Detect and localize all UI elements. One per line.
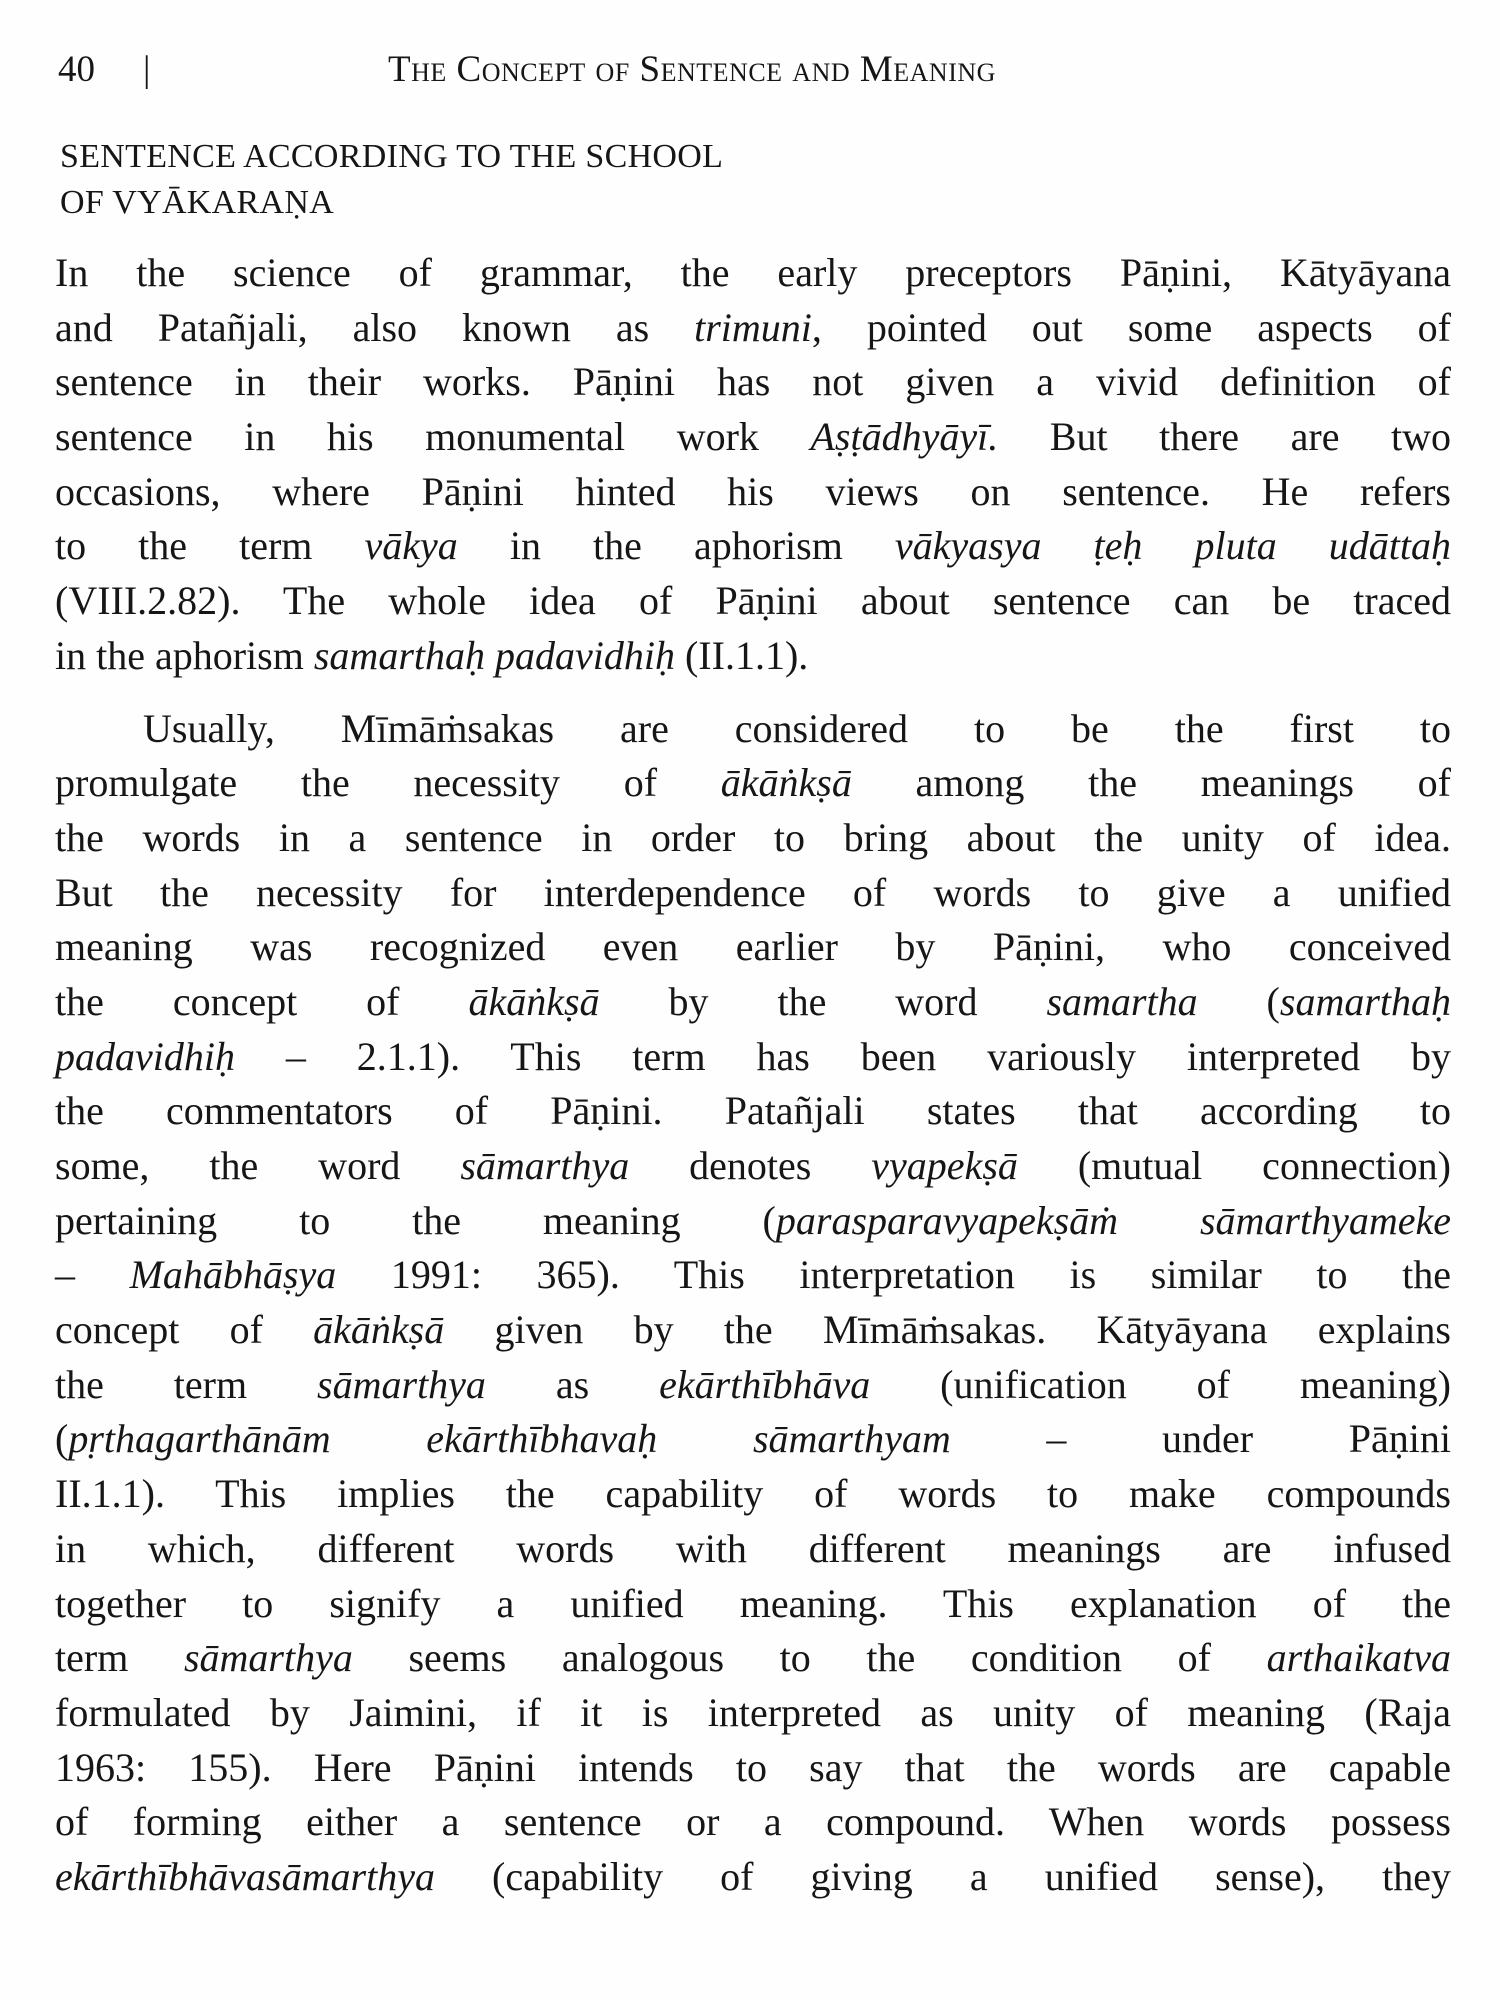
- italic-term: padavidhiḥ: [55, 1033, 235, 1079]
- text-line: [55, 574, 1451, 629]
- text-run: in the aphorism: [457, 523, 895, 569]
- italic-term: ekārthībhāva: [659, 1361, 871, 1407]
- text-run: But the necessity for interdependence of words to give a unified: [55, 869, 1451, 915]
- text-line: [55, 1467, 1451, 1522]
- header-separator: |: [143, 49, 151, 90]
- text-run: of forming either a sentence or a compound. When words possess: [55, 1799, 1451, 1845]
- page-number: 40: [58, 49, 95, 90]
- text-run: in the aphorism: [55, 632, 314, 678]
- text-run: II.1.1). This implies the capability of words to make compounds: [55, 1471, 1451, 1517]
- text-line: [55, 1139, 1451, 1194]
- text-run: formulated by Jaimini, if it is interpreted as unity of meaning (Raja: [55, 1689, 1451, 1735]
- italic-term: ākāṅkṣā: [313, 1307, 445, 1353]
- text-run: sentence in his monumental work: [55, 414, 811, 460]
- italic-term: ākāṅkṣā: [720, 760, 852, 806]
- italic-term: Aṣṭādhyāyī.: [810, 414, 999, 460]
- text-run: term: [55, 1635, 184, 1681]
- italic-term: parasparavyapekṣāṁ sāmarthyameke: [775, 1197, 1452, 1243]
- text-run: the concept of: [55, 978, 469, 1024]
- text-run: to the term: [55, 523, 365, 569]
- italic-term: sāmarthya: [460, 1143, 630, 1188]
- text-run: seems analogous to the condition of: [352, 1635, 1267, 1681]
- paragraph: [55, 702, 1451, 1905]
- text-run: (VIII.2.82). The whole idea of Pāṇini about sentence can be traced: [55, 578, 1451, 624]
- text-run: (II.1.1).: [674, 632, 809, 678]
- text-line: [55, 1850, 1451, 1905]
- text-run: given by the Mīmāṁsakas. Kātyāyana explains: [444, 1307, 1451, 1353]
- italic-term: samartha: [1046, 978, 1198, 1024]
- text-run: –: [55, 1252, 130, 1298]
- text-run: promulgate the necessity of: [55, 760, 721, 806]
- text-run: (: [55, 1416, 69, 1462]
- text-run: some, the word: [55, 1143, 461, 1188]
- italic-term: pṛthagarthānām ekārthībhavaḥ sāmarthyam: [68, 1416, 951, 1462]
- running-head: [58, 48, 1442, 98]
- text-line: [55, 301, 1451, 356]
- text-line: [55, 1577, 1451, 1632]
- text-line: [55, 410, 1451, 465]
- text-run: the commentators of Pāṇini. Patañjali states that according to: [55, 1088, 1451, 1134]
- text-line: [55, 920, 1451, 975]
- text-line: [55, 1194, 1451, 1249]
- italic-term: ākāṅkṣā: [468, 978, 600, 1024]
- text-run: pertaining to the meaning (: [55, 1197, 776, 1243]
- section-heading-line: SENTENCE ACCORDING TO THE SCHOOL: [60, 138, 724, 175]
- text-run: (mutual connection): [1017, 1143, 1451, 1188]
- text-run: (: [1197, 978, 1280, 1024]
- text-line: [55, 756, 1451, 811]
- text-line: [55, 702, 1451, 757]
- text-line: [55, 355, 1451, 410]
- text-line: [55, 629, 1451, 684]
- body-text: [55, 246, 1451, 1905]
- text-line: [55, 811, 1451, 866]
- text-line: [55, 1795, 1451, 1850]
- text-run: meaning was recognized even earlier by Pāṇini, who conceived: [55, 924, 1451, 970]
- text-run: by the word: [599, 978, 1047, 1024]
- text-line: [55, 1084, 1451, 1139]
- italic-term: sāmarthya: [183, 1635, 353, 1681]
- text-run: (unification of meaning): [870, 1361, 1451, 1407]
- text-run: Usually, Mīmāṁsakas are considered to be the first to: [143, 705, 1451, 751]
- paragraph: [55, 246, 1451, 684]
- text-run: But there are two: [998, 414, 1452, 460]
- text-run: in which, different words with different meanings are infused: [55, 1525, 1451, 1571]
- italic-term: Mahābhāṣya: [129, 1252, 337, 1298]
- text-run: occasions, where Pāṇini hinted his views on sentence. He refers: [55, 468, 1451, 514]
- text-run: sentence in their works. Pāṇini has not given a vivid definition of: [55, 359, 1451, 405]
- italic-term: trimuni: [694, 304, 812, 350]
- text-run: the words in a sentence in order to bring about the unity of idea.: [55, 814, 1451, 860]
- italic-term: arthaikatva: [1266, 1635, 1451, 1681]
- text-line: [55, 975, 1451, 1030]
- italic-term: samarthaḥ padavidhiḥ: [313, 632, 675, 678]
- text-line: [55, 1303, 1451, 1358]
- text-run: concept of: [55, 1307, 314, 1353]
- text-run: among the meanings of: [851, 760, 1451, 806]
- text-run: 1991: 365). This interpretation is similar to the: [336, 1252, 1452, 1298]
- text-run: In the science of grammar, the early preceptors Pāṇini, Kātyāyana: [55, 250, 1451, 295]
- text-line: [55, 1248, 1451, 1303]
- text-run: – under Pāṇini: [950, 1416, 1451, 1462]
- text-run: the term: [55, 1361, 318, 1407]
- text-run: and Patañjali, also known as: [55, 304, 695, 350]
- text-line: [55, 1030, 1451, 1085]
- italic-term: vākya: [364, 523, 458, 569]
- text-line: [55, 246, 1451, 301]
- section-heading-line: OF VYĀKARAṆA: [60, 184, 335, 221]
- section-heading: [60, 134, 1160, 226]
- text-run: 1963: 155). Here Pāṇini intends to say that the words are capable: [55, 1744, 1451, 1790]
- text-run: (capability of giving a unified sense), they: [434, 1853, 1451, 1899]
- text-run: , pointed out some aspects of: [811, 304, 1452, 350]
- running-title: The Concept of Sentence and Meaning: [388, 49, 996, 90]
- text-line: [55, 1686, 1451, 1741]
- text-line: [55, 465, 1451, 520]
- text-line: [55, 1522, 1451, 1577]
- text-run: – 2.1.1). This term has been variously interpreted by: [234, 1033, 1451, 1079]
- text-line: [55, 866, 1451, 921]
- text-run: denotes: [629, 1143, 872, 1188]
- text-line: [55, 519, 1451, 574]
- text-run: as: [485, 1361, 660, 1407]
- text-line: [55, 1358, 1451, 1413]
- italic-term: sāmarthya: [317, 1361, 486, 1407]
- italic-term: samarthaḥ: [1279, 978, 1452, 1024]
- text-run: together to signify a unified meaning. This explanation of the: [55, 1580, 1451, 1626]
- italic-term: ekārthībhāvasāmarthya: [55, 1853, 435, 1899]
- italic-term: vyapekṣā: [871, 1143, 1018, 1188]
- text-line: [55, 1741, 1451, 1796]
- text-line: [55, 1631, 1451, 1686]
- italic-term: vākyasya ṭeḥ pluta udāttaḥ: [894, 523, 1451, 569]
- text-line: [55, 1412, 1451, 1467]
